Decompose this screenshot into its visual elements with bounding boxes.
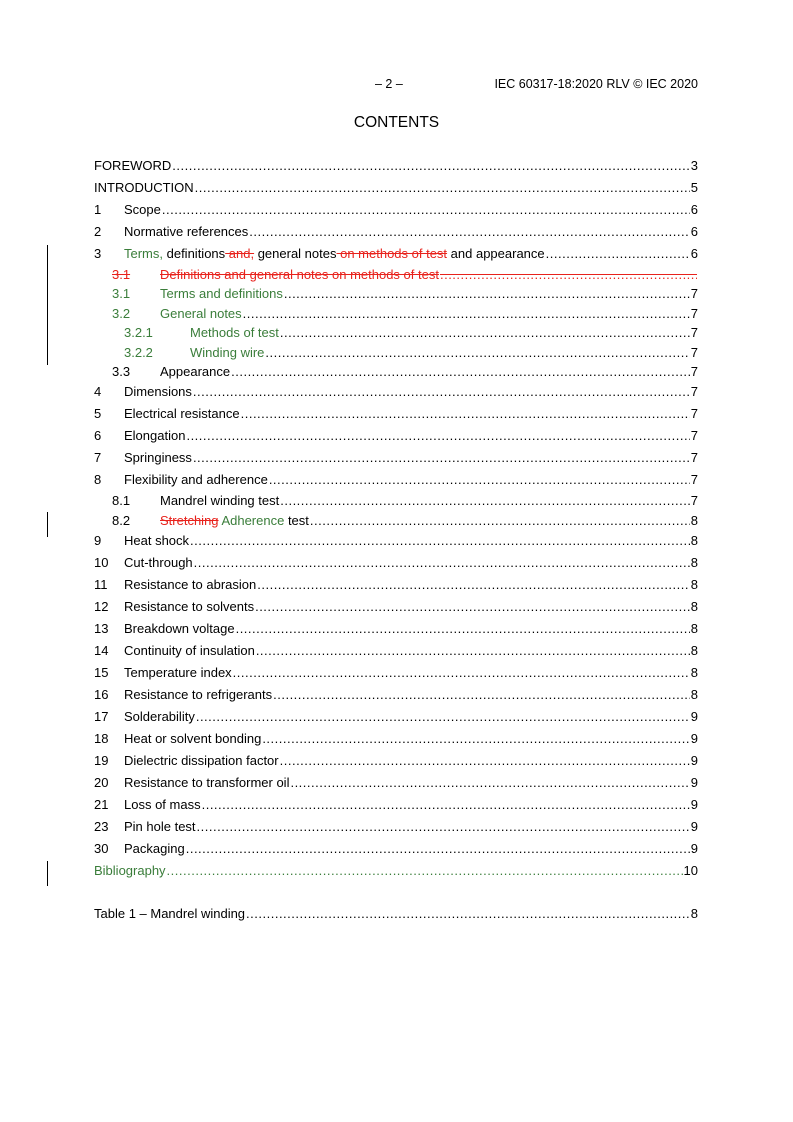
toc-entry-11[interactable] [94,574,698,596]
toc-page: 7 [690,286,698,302]
toc-page: 7 [690,493,698,509]
toc-number: 21 [94,797,109,813]
change-bar [47,245,48,365]
toc-entry-18[interactable] [94,728,698,750]
toc-entry-3[interactable]: 3 Terms, definitions and, general notes on methods of test and appearance ..... 6 [94,243,698,265]
toc-page: 9 [690,797,698,813]
toc-entry-8-2[interactable]: 8.2 Stretching Adherence test ..... 8 [94,511,698,530]
deleted-text: on methods of test [336,246,448,261]
toc-number: 12 [94,599,109,615]
inserted-text: Adherence [218,512,285,528]
toc-number: 19 [94,753,109,769]
toc-entry-21[interactable] [94,794,698,816]
toc-entry-30[interactable] [94,838,698,860]
toc-page: 7 [690,406,698,422]
toc-entry-table-1[interactable] [94,903,698,925]
toc-page: 7 [690,450,698,466]
toc-entry-8-1[interactable] [94,491,698,510]
toc-page: 7 [690,472,698,488]
change-bar [47,861,48,886]
toc-page: 6 [690,224,698,239]
toc-label: Scope [124,202,161,217]
toc-number: 15 [94,665,109,681]
toc-number: 3.1 [112,267,131,282]
toc-entry-introduction[interactable] [94,177,698,199]
toc-label: Dielectric dissipation factor [124,753,279,769]
toc-entry-17[interactable] [94,706,698,728]
toc-label: Temperature index [124,665,232,681]
toc-number: 3 [94,246,102,261]
toc-number: 20 [94,775,109,791]
toc-page: 8 [690,665,698,681]
toc-page: 8 [690,512,698,528]
toc-page: 9 [690,731,698,747]
toc-page: 10 [683,863,698,879]
toc-number: 8.2 [112,512,131,528]
toc-label: Pin hole test [124,819,196,835]
toc-label: Resistance to refrigerants [124,687,273,703]
toc-label: Heat or solvent bonding [124,731,262,747]
toc-entry-15[interactable] [94,662,698,684]
toc-page: 8 [690,577,698,593]
toc-number: 8.1 [112,493,131,509]
toc-entry-14[interactable] [94,640,698,662]
page-title: CONTENTS [353,114,440,131]
toc-number: 30 [94,841,109,857]
toc-page: 9 [690,841,698,857]
toc-number: 4 [94,384,102,400]
toc-entry-10[interactable] [94,552,698,574]
toc-number: 3.2 [112,305,131,321]
toc-entry-20[interactable] [94,772,698,794]
toc-label: Terms and definitions [160,286,283,302]
toc-entry-9[interactable] [94,530,698,552]
toc-entry-3-1[interactable] [94,284,698,303]
deleted-text: and, [225,246,255,261]
toc-label: Solderability [124,709,195,725]
toc-label: Definitions and general notes on methods of test [160,267,439,282]
toc-label: Continuity of insulation [124,643,255,659]
toc-label: Loss of mass [124,797,201,813]
toc-number: 3.2.1 [124,325,153,341]
list-of-tables [94,903,698,925]
toc-number: 3.3 [112,363,131,379]
toc-number: 16 [94,687,109,703]
toc-number: 17 [94,709,109,725]
inserted-text: Terms, [124,246,163,261]
toc-page: 9 [690,753,698,769]
change-bar [47,512,48,537]
deleted-text: Stretching [160,512,219,528]
toc-label: Resistance to solvents [124,599,255,615]
toc-page: 9 [690,775,698,791]
toc-number: 11 [94,577,108,593]
toc-label: FOREWORD [94,158,172,173]
toc-label: Packaging [124,841,185,857]
toc-page: 7 [690,305,698,321]
toc-entry-1[interactable] [94,199,698,221]
toc-entry-12[interactable] [94,596,698,618]
toc-page: 8 [690,643,698,659]
toc-page: 3 [690,158,698,173]
toc-entry-7[interactable] [94,447,698,469]
toc-number: 2 [94,224,102,239]
toc-label: Winding wire [190,344,265,360]
toc-label: Springiness [124,450,192,466]
toc-entry-2[interactable] [94,221,698,243]
toc-page: 9 [690,709,698,725]
toc-label: Table 1 – Mandrel winding [94,906,246,921]
toc-entry-foreword[interactable] [94,155,698,177]
toc-number: 5 [94,406,102,422]
toc-page: 8 [690,533,698,549]
toc-number: 6 [94,428,102,444]
toc-page: 8 [690,621,698,637]
toc-entry-3-3[interactable] [94,362,698,381]
toc-label: Dimensions [124,384,192,400]
toc-label: Electrical resistance [124,406,240,422]
toc-label: Appearance [160,363,231,379]
toc-label: Heat shock [124,533,190,549]
toc-label: General notes [160,305,242,321]
toc-page: 5 [690,180,698,195]
toc-page: 8 [690,599,698,615]
toc-entry-6[interactable] [94,425,698,447]
toc-page: 7 [690,325,698,341]
toc-page: 8 [690,906,698,921]
toc-label: Cut-through [124,555,193,571]
toc-number: 18 [94,731,109,747]
toc-page: 7 [690,363,698,379]
toc-page: 7 [690,344,698,360]
toc-page: 8 [690,555,698,571]
toc-number: 23 [94,819,109,835]
toc-number: 10 [94,555,109,571]
toc-entry-3-2-2[interactable] [94,343,698,362]
toc-number: 1 [94,202,102,217]
toc-label: Mandrel winding test [160,493,280,509]
document-reference: IEC 60317-18:2020 RLV © IEC 2020 [494,77,698,91]
toc-label: Resistance to abrasion [124,577,257,593]
toc-label: Resistance to transformer oil [124,775,290,791]
toc-entry-8[interactable] [94,469,698,491]
toc-number: 14 [94,643,109,659]
toc-entry-4[interactable] [94,381,698,403]
toc-entry-3-2[interactable] [94,304,698,323]
toc-number: 3.2.2 [124,344,153,360]
toc-page: 7 [690,428,698,444]
toc-number: 3.1 [112,286,131,302]
toc-entry-bibliography[interactable] [94,860,698,882]
toc-entry-3-2-1[interactable] [94,323,698,342]
toc-entry-3-1-deleted[interactable] [94,265,698,284]
toc-entry-23[interactable] [94,816,698,838]
toc-entry-19[interactable] [94,750,698,772]
toc-entry-5[interactable] [94,403,698,425]
toc-label: Methods of test [190,325,279,341]
toc-page: 8 [690,687,698,703]
page-number: – 2 – [375,77,403,91]
toc-page: 9 [690,819,698,835]
toc-number: 7 [94,450,102,466]
toc-label: Breakdown voltage [124,621,235,637]
toc-entry-13[interactable] [94,618,698,640]
toc-label: INTRODUCTION [94,180,194,195]
toc-label: Flexibility and adherence [124,472,268,488]
toc-page: 6 [690,202,698,217]
toc-label: Bibliography [94,863,166,879]
toc-label: Normative references [124,224,249,239]
toc-entry-16[interactable] [94,684,698,706]
toc-number: 9 [94,533,102,549]
toc-number: 13 [94,621,109,637]
table-of-contents [94,155,698,882]
toc-number: 8 [94,472,102,488]
toc-label: Elongation [124,428,186,444]
toc-page: 7 [690,384,698,400]
toc-page: 6 [690,246,698,261]
